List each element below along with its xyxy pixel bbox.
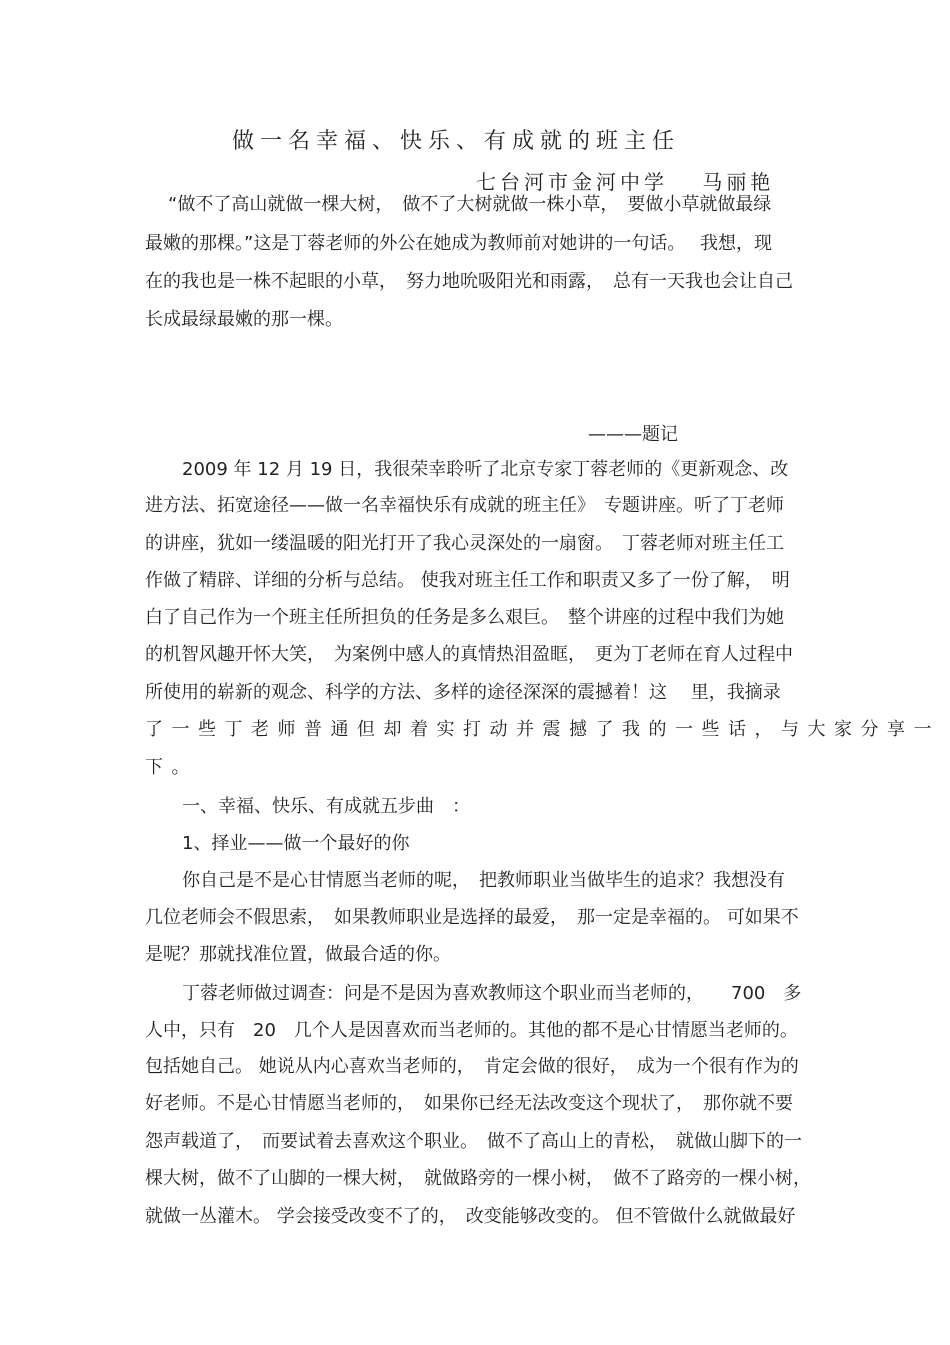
intro-line: 进方法、拓宽途径——做一名幸福快乐有成就的班主任》 专题讲座。听了丁老师 [145,495,784,516]
document-title: 做一名幸福、快乐、有成就的班主任 [232,129,681,154]
intro-line: 了一些丁老师普通但却着实打动并震撼了我的一些话，与大家分享一 [145,719,940,740]
paragraph-line: 是呢？那就找准位置，做最合适的你。 [145,944,451,965]
epigraph-signature: ———题记 [588,424,678,445]
epigraph-line: 长成最绿最嫩的那一棵。 [145,309,343,330]
author-line: 七台河市金河中学 马丽艳 [476,170,775,194]
paragraph-line: 人中，只有 20 几个人是因喜欢而当老师的。其他的都不是心甘情愿当老师的。 [145,1020,798,1041]
intro-line: 白了自己作为一个班主任所担负的任务是多么艰巨。 整个讲座的过程中我们为她 [145,607,784,628]
epigraph-line: “做不了高山就做一棵大树， 做不了大树就做一株小草， 要做小草就做最绿 [168,194,772,215]
intro-line: 所使用的崭新的观念、科学的方法、多样的途径深深的震撼着！这 里，我摘录 [145,682,781,703]
intro-line: 作做了精辟、详细的分析与总结。 使我对班主任工作和职责又多了一份了解， 明 [145,570,790,591]
epigraph-line: 最嫩的那棵。”这是丁蓉老师的外公在她成为教师前对她讲的一句话。 我想，现 [145,233,773,254]
subsection-heading: 1、择业——做一个最好的你 [182,833,410,854]
paragraph-line: 棵大树，做不了山脚的一棵大树， 就做路旁的一棵小树， 做不了路旁的一棵小树， [145,1168,811,1189]
paragraph-line: 几位老师会不假思索， 如果教师职业是选择的最爱， 那一定是幸福的。 可如果不 [145,907,799,928]
paragraph-line: 包括她自己。 她说从内心喜欢当老师的， 肯定会做的很好， 成为一个很有作为的 [145,1056,799,1077]
paragraph-line: 你自己是不是心甘情愿当老师的呢， 把教师职业当做毕生的追求？我想没有 [182,870,785,891]
epigraph-line: 在的我也是一株不起眼的小草， 努力地吮吸阳光和雨露， 总有一天我也会让自己 [145,271,793,292]
paragraph-line: 丁蓉老师做过调查：问是不是因为喜欢教师这个职业而当老师的， 700 多 [182,983,802,1004]
intro-line: 2009 年 12 月 19 日，我很荣幸聆听了北京专家丁蓉老师的《更新观念、改 [182,459,789,480]
intro-line: 的讲座，犹如一缕温暖的阳光打开了我心灵深处的一扇窗。 丁蓉老师对班主任工 [145,533,784,554]
intro-line: 的机智风趣开怀大笑， 为案例中感人的真情热泪盈眶， 更为丁老师在育人过程中 [145,644,793,665]
paragraph-line: 就做一丛灌木。 学会接受改变不了的， 改变能够改变的。 但不管做什么就做最好 [145,1206,796,1227]
section-heading: 一、幸福、快乐、有成就五步曲 ： [182,796,470,817]
paragraph-line: 好老师。不是心甘情愿当老师的， 如果你已经无法改变这个现状了， 那你就不要 [145,1093,793,1114]
intro-line: 下。 [145,757,198,778]
paragraph-line: 怨声载道了， 而要试着去喜欢这个职业。 做不了高山上的青松， 就做山脚下的一 [145,1131,802,1152]
